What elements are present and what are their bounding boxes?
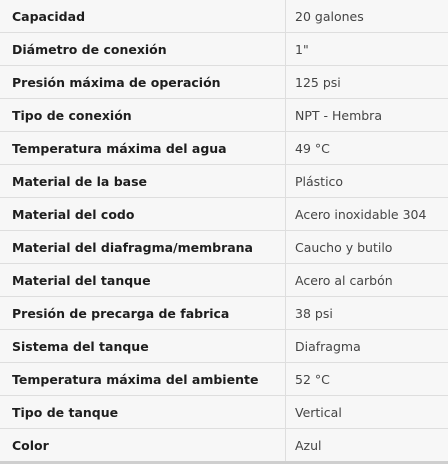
spec-value: 1" xyxy=(286,33,448,66)
spec-label: Temperatura máxima del ambiente xyxy=(0,363,286,396)
spec-value: Diafragma xyxy=(286,330,448,363)
spec-value: 49 °C xyxy=(286,132,448,165)
spec-value: Acero inoxidable 304 xyxy=(286,198,448,231)
spec-value: 38 psi xyxy=(286,297,448,330)
table-row xyxy=(0,330,448,363)
table-row xyxy=(0,0,448,33)
spec-label: Tipo de tanque xyxy=(0,396,286,429)
table-row xyxy=(0,429,448,463)
table-row xyxy=(0,396,448,429)
spec-label: Diámetro de conexión xyxy=(0,33,286,66)
spec-label: Capacidad xyxy=(0,0,286,33)
spec-label: Sistema del tanque xyxy=(0,330,286,363)
spec-label: Material de la base xyxy=(0,165,286,198)
spec-value: Acero al carbón xyxy=(286,264,448,297)
spec-label: Temperatura máxima del agua xyxy=(0,132,286,165)
spec-label: Presión de precarga de fabrica xyxy=(0,297,286,330)
spec-value: 20 galones xyxy=(286,0,448,33)
table-row xyxy=(0,264,448,297)
table-row xyxy=(0,66,448,99)
spec-label: Material del diafragma/membrana xyxy=(0,231,286,264)
table-row xyxy=(0,33,448,66)
spec-value: 125 psi xyxy=(286,66,448,99)
spec-value: Vertical xyxy=(286,396,448,429)
spec-label: Color xyxy=(0,429,286,463)
spec-value: Caucho y butilo xyxy=(286,231,448,264)
table-row xyxy=(0,132,448,165)
spec-value: Plástico xyxy=(286,165,448,198)
table-row xyxy=(0,165,448,198)
table-row xyxy=(0,99,448,132)
spec-label: Material del tanque xyxy=(0,264,286,297)
table-row xyxy=(0,231,448,264)
table-row xyxy=(0,363,448,396)
spec-label: Tipo de conexión xyxy=(0,99,286,132)
spec-value: NPT - Hembra xyxy=(286,99,448,132)
spec-label: Material del codo xyxy=(0,198,286,231)
spec-value: Azul xyxy=(286,429,448,463)
table-row xyxy=(0,198,448,231)
table-row xyxy=(0,297,448,330)
spec-value: 52 °C xyxy=(286,363,448,396)
spec-label: Presión máxima de operación xyxy=(0,66,286,99)
